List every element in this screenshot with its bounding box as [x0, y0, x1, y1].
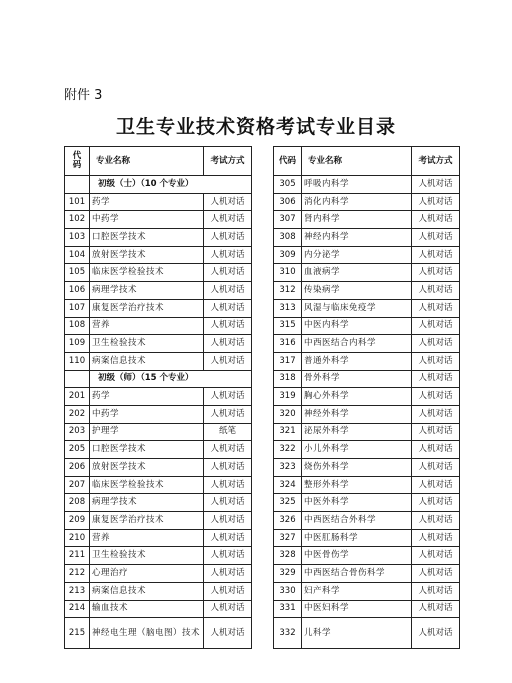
table-row [274, 282, 460, 300]
table-row [274, 547, 460, 565]
table-row [274, 193, 460, 211]
mode-cell: 人机对话 [412, 211, 460, 229]
attachment-label: 附件 3 [64, 88, 103, 103]
table-row [274, 494, 460, 512]
mode-cell: 人机对话 [412, 299, 460, 317]
code-cell: 313 [274, 299, 302, 317]
name-cell: 康复医学治疗技术 [90, 299, 204, 317]
code-cell: 310 [274, 264, 302, 282]
group-header-row [65, 176, 252, 194]
code-cell: 101 [65, 193, 90, 211]
table-row [274, 423, 460, 441]
code-cell: 328 [274, 547, 302, 565]
name-cell: 中药学 [90, 211, 204, 229]
mode-cell: 人机对话 [204, 299, 252, 317]
mode-cell: 人机对话 [412, 618, 460, 649]
code-cell: 327 [274, 529, 302, 547]
name-cell: 普通外科学 [302, 352, 412, 370]
table-row [65, 317, 252, 335]
code-cell: 318 [274, 370, 302, 388]
table-row [274, 512, 460, 530]
table-row [65, 282, 252, 300]
table-row [274, 565, 460, 583]
mode-cell: 人机对话 [204, 229, 252, 247]
name-cell: 中西医结合骨伤科学 [302, 565, 412, 583]
header-mode: 考试方式 [204, 147, 252, 176]
mode-cell: 人机对话 [412, 547, 460, 565]
table-header-row [65, 147, 252, 176]
table-row [65, 299, 252, 317]
mode-cell: 人机对话 [204, 193, 252, 211]
mode-cell: 人机对话 [204, 282, 252, 300]
mode-cell: 人机对话 [412, 282, 460, 300]
name-cell: 病案信息技术 [90, 352, 204, 370]
table-row [274, 370, 460, 388]
code-cell: 106 [65, 282, 90, 300]
table-row [274, 176, 460, 194]
code-cell: 206 [65, 459, 90, 477]
table-header-row [274, 147, 460, 176]
table-row [274, 229, 460, 247]
code-cell: 108 [65, 317, 90, 335]
name-cell: 整形外科学 [302, 476, 412, 494]
code-cell: 210 [65, 529, 90, 547]
code-cell: 109 [65, 335, 90, 353]
name-cell: 内分泌学 [302, 246, 412, 264]
code-cell: 315 [274, 317, 302, 335]
code-cell: 332 [274, 618, 302, 649]
table-row [65, 582, 252, 600]
name-cell: 卫生检验技术 [90, 335, 204, 353]
table-row [65, 193, 252, 211]
mode-cell: 人机对话 [412, 317, 460, 335]
name-cell: 神经外科学 [302, 405, 412, 423]
code-cell: 320 [274, 405, 302, 423]
name-cell: 血液病学 [302, 264, 412, 282]
name-cell: 病案信息技术 [90, 582, 204, 600]
table-row [65, 246, 252, 264]
table-row [274, 211, 460, 229]
name-cell: 胸心外科学 [302, 388, 412, 406]
mode-cell: 人机对话 [204, 476, 252, 494]
name-cell: 卫生检验技术 [90, 547, 204, 565]
table-row [65, 211, 252, 229]
code-cell: 312 [274, 282, 302, 300]
table-row [274, 529, 460, 547]
code-cell: 307 [274, 211, 302, 229]
name-cell: 临床医学检验技术 [90, 264, 204, 282]
code-cell: 323 [274, 459, 302, 477]
table-row [274, 441, 460, 459]
mode-cell: 人机对话 [204, 246, 252, 264]
code-cell: 103 [65, 229, 90, 247]
name-cell: 口腔医学技术 [90, 441, 204, 459]
mode-cell: 人机对话 [412, 405, 460, 423]
left-table [64, 146, 252, 649]
table-row [274, 352, 460, 370]
header-name: 专业名称 [90, 147, 204, 176]
mode-cell: 人机对话 [412, 352, 460, 370]
table-row [65, 494, 252, 512]
code-cell: 324 [274, 476, 302, 494]
name-cell: 儿科学 [302, 618, 412, 649]
table-row [274, 246, 460, 264]
code-cell: 205 [65, 441, 90, 459]
mode-cell: 人机对话 [204, 547, 252, 565]
name-cell: 病理学技术 [90, 494, 204, 512]
mode-cell: 人机对话 [204, 618, 252, 649]
code-cell: 322 [274, 441, 302, 459]
mode-cell: 人机对话 [412, 582, 460, 600]
mode-cell: 人机对话 [204, 335, 252, 353]
name-cell: 风湿与临床免疫学 [302, 299, 412, 317]
code-cell: 102 [65, 211, 90, 229]
mode-cell: 人机对话 [412, 246, 460, 264]
group-title: 初级（师）（15 个专业） [90, 370, 252, 388]
code-cell: 214 [65, 600, 90, 618]
name-cell: 神经电生理（脑电图）技术 [90, 618, 204, 649]
code-cell: 329 [274, 565, 302, 583]
table-row [274, 317, 460, 335]
mode-cell: 人机对话 [412, 441, 460, 459]
group-header-row [65, 370, 252, 388]
code-cell: 215 [65, 618, 90, 649]
mode-cell: 人机对话 [204, 211, 252, 229]
table-row [65, 264, 252, 282]
header-mode: 考试方式 [412, 147, 460, 176]
name-cell: 营养 [90, 529, 204, 547]
name-cell: 护理学 [90, 423, 204, 441]
code-cell: 107 [65, 299, 90, 317]
table-row [274, 459, 460, 477]
name-cell: 中医内科学 [302, 317, 412, 335]
code-cell: 321 [274, 423, 302, 441]
name-cell: 中医骨伤学 [302, 547, 412, 565]
table-row [65, 618, 252, 649]
code-cell: 208 [65, 494, 90, 512]
table-row [65, 600, 252, 618]
name-cell: 药学 [90, 388, 204, 406]
code-cell: 317 [274, 352, 302, 370]
code-cell: 212 [65, 565, 90, 583]
table-row [274, 476, 460, 494]
header-name: 专业名称 [302, 147, 412, 176]
code-cell: 330 [274, 582, 302, 600]
name-cell: 心理治疗 [90, 565, 204, 583]
code-cell: 316 [274, 335, 302, 353]
group-title: 初级（士）（10 个专业） [90, 176, 252, 194]
table-row [65, 441, 252, 459]
mode-cell: 人机对话 [412, 494, 460, 512]
table-row [65, 388, 252, 406]
name-cell: 妇产科学 [302, 582, 412, 600]
table-row [274, 582, 460, 600]
mode-cell: 人机对话 [412, 176, 460, 194]
mode-cell: 人机对话 [412, 529, 460, 547]
name-cell: 消化内科学 [302, 193, 412, 211]
code-cell: 326 [274, 512, 302, 530]
name-cell: 放射医学技术 [90, 459, 204, 477]
mode-cell: 人机对话 [204, 565, 252, 583]
table-row [274, 264, 460, 282]
header-code: 代 码 [65, 147, 90, 176]
code-cell: 105 [65, 264, 90, 282]
mode-cell: 人机对话 [412, 600, 460, 618]
table-row [65, 529, 252, 547]
mode-cell: 人机对话 [412, 335, 460, 353]
left-table-body [65, 176, 252, 649]
mode-cell: 人机对话 [204, 388, 252, 406]
name-cell: 营养 [90, 317, 204, 335]
code-cell: 209 [65, 512, 90, 530]
mode-cell: 人机对话 [412, 388, 460, 406]
mode-cell: 人机对话 [204, 459, 252, 477]
code-cell: 319 [274, 388, 302, 406]
table-row [274, 618, 460, 649]
table-row [65, 476, 252, 494]
name-cell: 骨外科学 [302, 370, 412, 388]
table-row [274, 388, 460, 406]
table-row [65, 512, 252, 530]
right-table-body [274, 176, 460, 649]
right-table [273, 146, 460, 649]
table-row [274, 335, 460, 353]
table-row [65, 352, 252, 370]
code-cell [65, 176, 90, 194]
code-cell: 213 [65, 582, 90, 600]
table-row [274, 405, 460, 423]
name-cell: 神经内科学 [302, 229, 412, 247]
mode-cell: 人机对话 [204, 582, 252, 600]
mode-cell: 人机对话 [204, 512, 252, 530]
mode-cell: 人机对话 [412, 193, 460, 211]
name-cell: 中西医结合内科学 [302, 335, 412, 353]
code-cell: 104 [65, 246, 90, 264]
table-row [65, 229, 252, 247]
code-cell: 308 [274, 229, 302, 247]
table-row [65, 405, 252, 423]
name-cell: 康复医学治疗技术 [90, 512, 204, 530]
mode-cell: 纸笔 [204, 423, 252, 441]
table-row [65, 547, 252, 565]
table-row [274, 600, 460, 618]
code-cell: 211 [65, 547, 90, 565]
mode-cell: 人机对话 [412, 565, 460, 583]
code-cell [65, 370, 90, 388]
mode-cell: 人机对话 [204, 494, 252, 512]
code-cell: 202 [65, 405, 90, 423]
page-title: 卫生专业技术资格考试专业目录 [115, 116, 396, 138]
name-cell: 肾内科学 [302, 211, 412, 229]
name-cell: 烧伤外科学 [302, 459, 412, 477]
code-cell: 325 [274, 494, 302, 512]
name-cell: 小儿外科学 [302, 441, 412, 459]
code-cell: 207 [65, 476, 90, 494]
mode-cell: 人机对话 [204, 264, 252, 282]
code-cell: 203 [65, 423, 90, 441]
table-row [65, 565, 252, 583]
code-cell: 201 [65, 388, 90, 406]
table-row [65, 423, 252, 441]
mode-cell: 人机对话 [204, 352, 252, 370]
name-cell: 中医外科学 [302, 494, 412, 512]
mode-cell: 人机对话 [412, 423, 460, 441]
mode-cell: 人机对话 [412, 370, 460, 388]
name-cell: 泌尿外科学 [302, 423, 412, 441]
table-row [65, 335, 252, 353]
name-cell: 中西医结合外科学 [302, 512, 412, 530]
code-cell: 309 [274, 246, 302, 264]
mode-cell: 人机对话 [204, 529, 252, 547]
mode-cell: 人机对话 [412, 476, 460, 494]
name-cell: 中医妇科学 [302, 600, 412, 618]
mode-cell: 人机对话 [412, 264, 460, 282]
name-cell: 临床医学检验技术 [90, 476, 204, 494]
table-row [65, 459, 252, 477]
mode-cell: 人机对话 [412, 459, 460, 477]
mode-cell: 人机对话 [412, 512, 460, 530]
mode-cell: 人机对话 [204, 317, 252, 335]
mode-cell: 人机对话 [412, 229, 460, 247]
name-cell: 中医肛肠科学 [302, 529, 412, 547]
name-cell: 口腔医学技术 [90, 229, 204, 247]
code-cell: 331 [274, 600, 302, 618]
mode-cell: 人机对话 [204, 600, 252, 618]
code-cell: 306 [274, 193, 302, 211]
mode-cell: 人机对话 [204, 405, 252, 423]
name-cell: 病理学技术 [90, 282, 204, 300]
name-cell: 输血技术 [90, 600, 204, 618]
mode-cell: 人机对话 [204, 441, 252, 459]
name-cell: 传染病学 [302, 282, 412, 300]
table-row [274, 299, 460, 317]
code-cell: 110 [65, 352, 90, 370]
name-cell: 药学 [90, 193, 204, 211]
header-code: 代码 [274, 147, 302, 176]
code-cell: 305 [274, 176, 302, 194]
name-cell: 呼吸内科学 [302, 176, 412, 194]
name-cell: 中药学 [90, 405, 204, 423]
name-cell: 放射医学技术 [90, 246, 204, 264]
